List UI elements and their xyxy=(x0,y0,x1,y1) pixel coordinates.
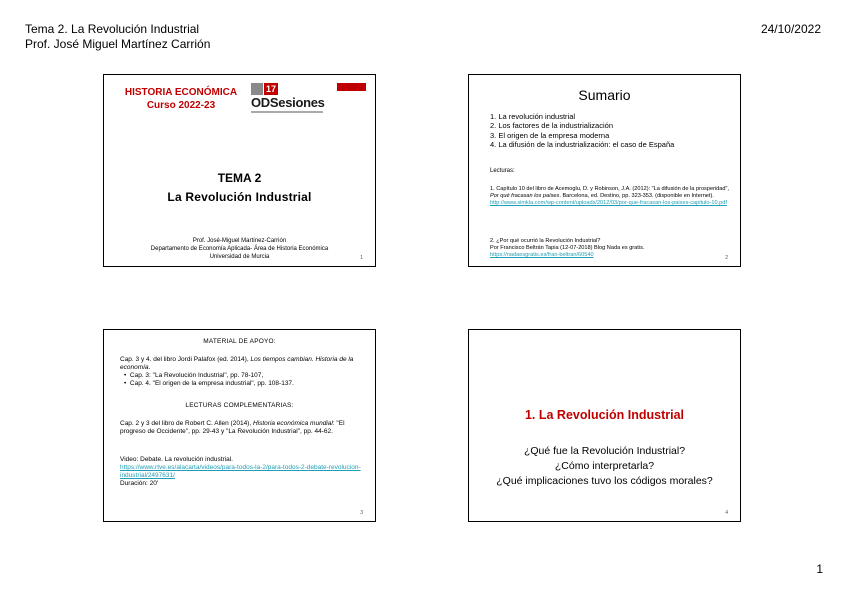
university-logo xyxy=(337,83,366,91)
header-author: Prof. José Miguel Martínez Carrión xyxy=(25,37,211,51)
author-department: Departamento de Economía Aplicada- Área de Historia Económica xyxy=(150,246,329,252)
slide-3-material xyxy=(103,329,376,522)
reading-reference-1 xyxy=(490,186,730,207)
logo-tagline-bar xyxy=(251,111,323,113)
list-item: • Cap. 4. "El origen de la empresa industrial", pp. 108-137. xyxy=(124,380,365,388)
reference-text: . Barcelona, ed. Destino, pp. 323-353. (disponible en Internet). xyxy=(559,193,714,199)
slide-title: TEMA 2 xyxy=(217,171,262,185)
support-material-text xyxy=(120,356,365,388)
course-heading xyxy=(122,86,240,112)
video-block xyxy=(120,456,365,488)
course-year: Curso 2022-23 xyxy=(146,100,216,111)
reference-text: 2. ¿Por qué ocurrió la Revolución Industrial? xyxy=(490,238,601,244)
material-text: . xyxy=(148,364,151,371)
section-title: 1. La Revolución Industrial xyxy=(524,408,685,422)
list-item: 3. El origen de la empresa moderna xyxy=(490,130,610,140)
logo-number: 17 xyxy=(265,84,276,94)
question-1: ¿Qué fue la Revolución Industrial? xyxy=(523,445,686,457)
reading-title: Historia económica mundial xyxy=(252,420,333,427)
header-title: Tema 2. La Revolución Industrial xyxy=(25,22,200,36)
question-2: ¿Cómo interpretarla? xyxy=(554,460,655,472)
slide-title: Sumario xyxy=(578,87,631,103)
header-date: 24/10/2022 xyxy=(760,22,821,36)
question-3: ¿Qué implicaciones tuvo los códigos morales? xyxy=(496,475,713,487)
material-text: Cap. 3 y 4. del libro Jordi Palafox (ed. 2014), xyxy=(120,356,249,363)
slide-subtitle: La Revolución Industrial xyxy=(167,190,312,204)
course-name: HISTORIA ECONÓMICA xyxy=(124,87,238,98)
slide-2-sumario xyxy=(468,74,741,267)
slide-number: 4 xyxy=(725,510,728,516)
reference-link[interactable]: https://nadaesgratis.es/fran-beltran/60540 xyxy=(490,252,594,258)
reference-title: Por qué fracasan los países xyxy=(490,193,560,199)
author-university: Universidad de Murcia xyxy=(209,254,270,260)
author-name: Prof. José-Miguel Martínez-Carrión xyxy=(192,238,287,244)
list-item: 4. La difusión de la industrialización: el caso de España xyxy=(490,139,675,149)
reference-text: 1. Capítulo 10 del libro de Acemoglu, D. y Robinson, J.A. (2012): "La difusión de la prosperidad", xyxy=(490,186,730,192)
list-item: • Cap. 3: "La Revolución Industrial", pp. 78-107, xyxy=(124,372,365,380)
complementary-readings-heading: LECTURAS COMPLEMENTARIAS: xyxy=(185,402,294,409)
author-block xyxy=(104,237,375,261)
slide-number: 3 xyxy=(360,510,363,516)
chapter-list xyxy=(120,372,365,388)
material-title: Los tiempos cambian. Historia de la economía xyxy=(120,356,354,371)
logo-text: ODSesiones xyxy=(251,95,325,110)
slide-4-section xyxy=(468,329,741,522)
list-item: 2. Los factores de la industrialización xyxy=(490,121,613,131)
slide-number: 1 xyxy=(360,255,363,261)
reference-text: Por Francisco Beltrán Tapia (12-07-2018) Blog Nada es gratis. xyxy=(490,245,645,251)
readings-heading: Lecturas: xyxy=(490,168,515,174)
complementary-text xyxy=(120,420,365,436)
reading-text: Cap. 2 y 3 del libro de Robert C. Allen (2014), xyxy=(120,420,252,427)
summary-list xyxy=(490,112,674,149)
page-number: 1 xyxy=(816,562,823,576)
odsesiones-logo xyxy=(251,81,333,115)
video-link[interactable]: https://www.rtve.es/alacarta/videos/para-todos-la-2/para-todos-2-debate-revolucion-industrial/2497631/ xyxy=(120,464,361,479)
support-material-heading: MATERIAL DE APOYO: xyxy=(203,338,276,345)
slide-number: 2 xyxy=(725,255,728,261)
reading-text: : "El progreso de Occidente", pp. 29-43 y "La Revolución Industrial", pp. 44-62. xyxy=(120,420,345,435)
list-item: 1. La revolución industrial xyxy=(490,112,576,121)
video-duration: Duración: 20' xyxy=(120,480,159,487)
reference-link[interactable]: http://www.simkla.com/wp-content/uploads/2012/03/por-que-fracasan-los-paises-capitulo-10.pdf xyxy=(490,200,727,206)
video-title: Video: Debate. La revolución industrial. xyxy=(120,456,233,463)
reading-reference-2 xyxy=(490,238,730,259)
document-header xyxy=(25,22,210,52)
logo-mark-icon xyxy=(251,83,263,95)
slide-1-title xyxy=(103,74,376,267)
